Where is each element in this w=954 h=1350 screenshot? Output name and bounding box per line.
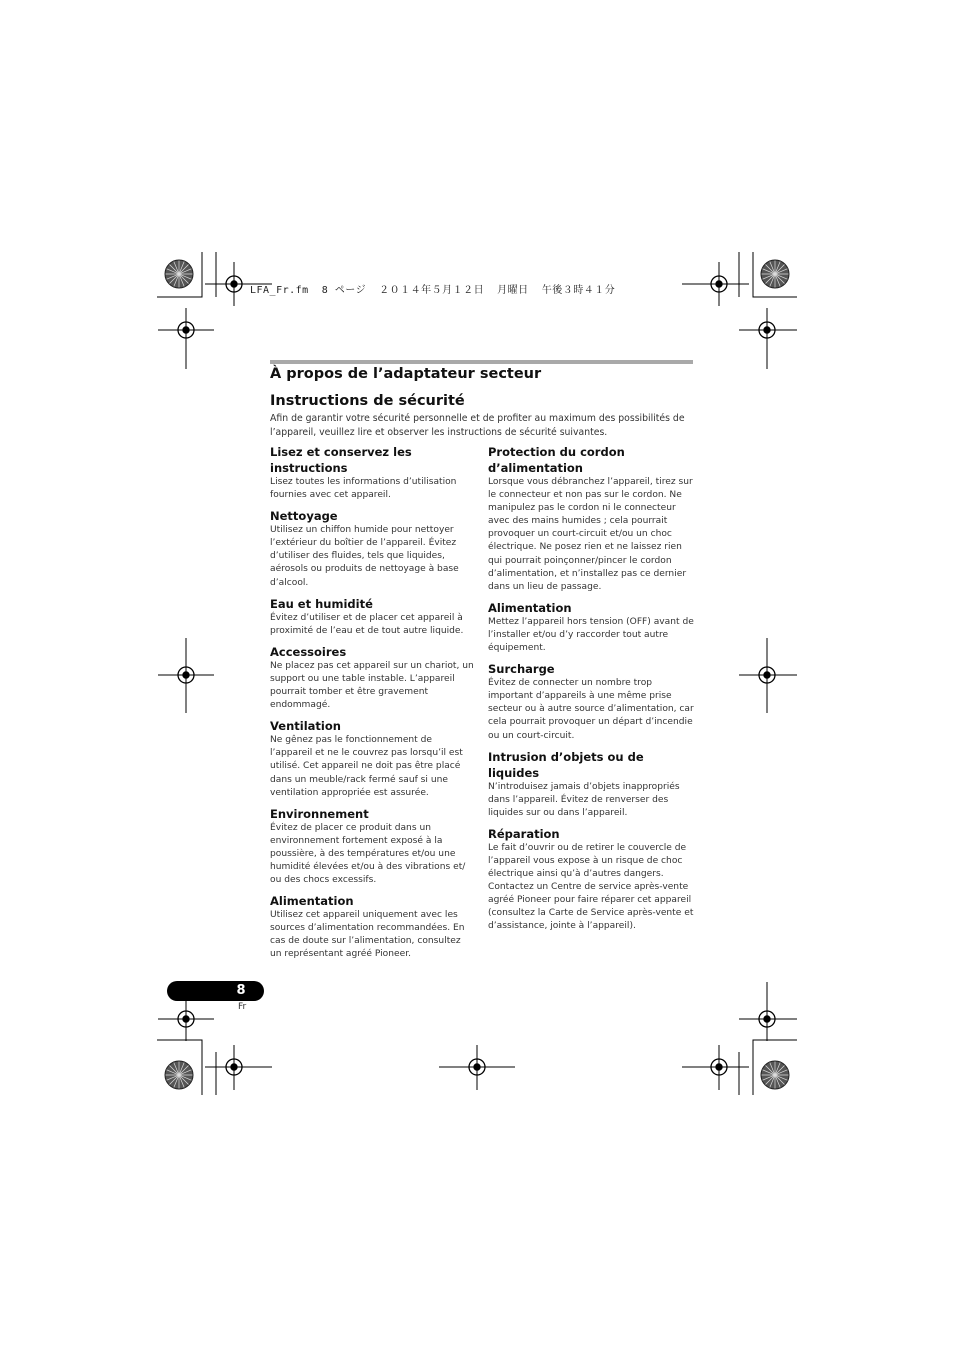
section-body: Lisez toutes les informations d’utilisation fournies avec cet appareil.	[270, 477, 457, 501]
section-heading: Environnement	[270, 806, 369, 821]
section-block	[488, 600, 694, 655]
section-heading: Alimentation	[488, 600, 572, 615]
section-block	[270, 596, 475, 638]
right-column	[488, 444, 694, 940]
section-body: N’introduisez jamais d’objets inappropriés dans l’appareil. Évitez de renverser des liquides sur ou dans l’appareil.	[488, 781, 680, 818]
section-block	[270, 508, 475, 589]
left-column	[270, 444, 475, 968]
title-rule	[270, 360, 693, 364]
section-heading: Eau et humidité	[270, 596, 373, 611]
intro-paragraph: Afin de garantir votre sécurité personnelle et de profiter au maximum des possibilités de l’appareil, veuillez lire et observer les instructions de sécurité suivantes.	[270, 413, 685, 438]
section-heading: Ventilation	[270, 719, 341, 734]
section-body: Mettez l’appareil hors tension (OFF) avant de l’installer et/ou d’y raccorder tout autre équipement.	[488, 616, 694, 654]
section-block	[270, 718, 475, 799]
page-number: 8	[236, 983, 246, 998]
section-heading: Lisez et conservez les instructions	[270, 445, 412, 475]
section-body: Utilisez un chiffon humide pour nettoyer l’extérieur du boîtier de l’appareil. Évitez d’utiliser des fluides, tels que liquides, aérosols ou produits de nettoyage à base d’alcool.	[270, 525, 459, 588]
section-heading: Alimentation	[270, 894, 354, 909]
section-title: À propos de l’adaptateur secteur	[270, 366, 542, 382]
section-block	[270, 893, 475, 961]
section-heading: Nettoyage	[270, 509, 338, 524]
section-body: Évitez d’utiliser et de placer cet appareil à proximité de l’eau et de tout autre liquide.	[270, 612, 464, 636]
section-heading: Réparation	[488, 826, 560, 841]
section-block	[270, 444, 475, 502]
section-body: Évitez de connecter un nombre trop important d’appareils à une même prise secteur ou à autre source d’alimentation, car cela pourrait provoquer un départ d’incendie ou un court-circuit.	[488, 678, 694, 741]
section-body: Lorsque vous débranchez l’appareil, tirez sur le connecteur et non pas sur le cordon. Ne manipulez pas le cordon ni le connecteur avec des mains humides ; cela pourrait provoquer un court-circuit et/ou un choc électrique. Ne posez rien et ne laissez rien qui pourrait poinçonner/pincer le cordon d’alimentation, et n’installez pas ce dernier dans un lieu de passage.	[488, 477, 693, 592]
section-block	[488, 749, 694, 820]
section-block	[488, 826, 694, 934]
section-body: Ne gênez pas le fonctionnement de l’appareil et ne le couvrez pas lorsqu’il est utilisé. Cet appareil ne doit pas être placé dans un meuble/rack fermé sauf si une ventilation appropriée est assurée.	[270, 735, 463, 798]
file-header: LFA_Fr.fm 8 ページ ２０１４年５月１２日 月曜日 午後３時４１分	[250, 285, 616, 296]
section-body: Évitez de placer ce produit dans un environnement fortement exposé à la poussière, à des températures et/ou une humidité élevées et/ou à des vibrations et/ ou des chocs excessifs.	[270, 822, 466, 886]
section-block	[270, 806, 475, 887]
section-block	[270, 644, 475, 712]
page-language: Fr	[238, 1002, 247, 1012]
section-heading: Intrusion d’objets ou de liquides	[488, 749, 644, 780]
section-block	[488, 661, 694, 742]
section-body: Le fait d’ouvrir ou de retirer le couvercle de l’appareil vous expose à un risque de choc électrique ainsi qu’à d’autres dangers. Contactez un Centre de service après-vente agréé Pioneer pour faire réparer cet appareil (consultez la Carte de Service après-vente et d’assistance, jointe à l’appareil).	[488, 842, 694, 932]
section-body: Ne placez pas cet appareil sur un chariot, un support ou une table instable. L’appareil pourrait tomber et être gravement endommagé.	[270, 660, 474, 711]
section-block	[488, 444, 694, 594]
section-heading: Surcharge	[488, 662, 555, 677]
section-body: Utilisez cet appareil uniquement avec les sources d’alimentation recommandées. En cas de doute sur l’alimentation, consultez un représentant agréé Pioneer.	[270, 910, 465, 960]
section-heading: Accessoires	[270, 644, 347, 659]
section-subtitle: Instructions de sécurité	[270, 393, 465, 409]
section-heading: Protection du cordon d’alimentation	[488, 445, 625, 475]
